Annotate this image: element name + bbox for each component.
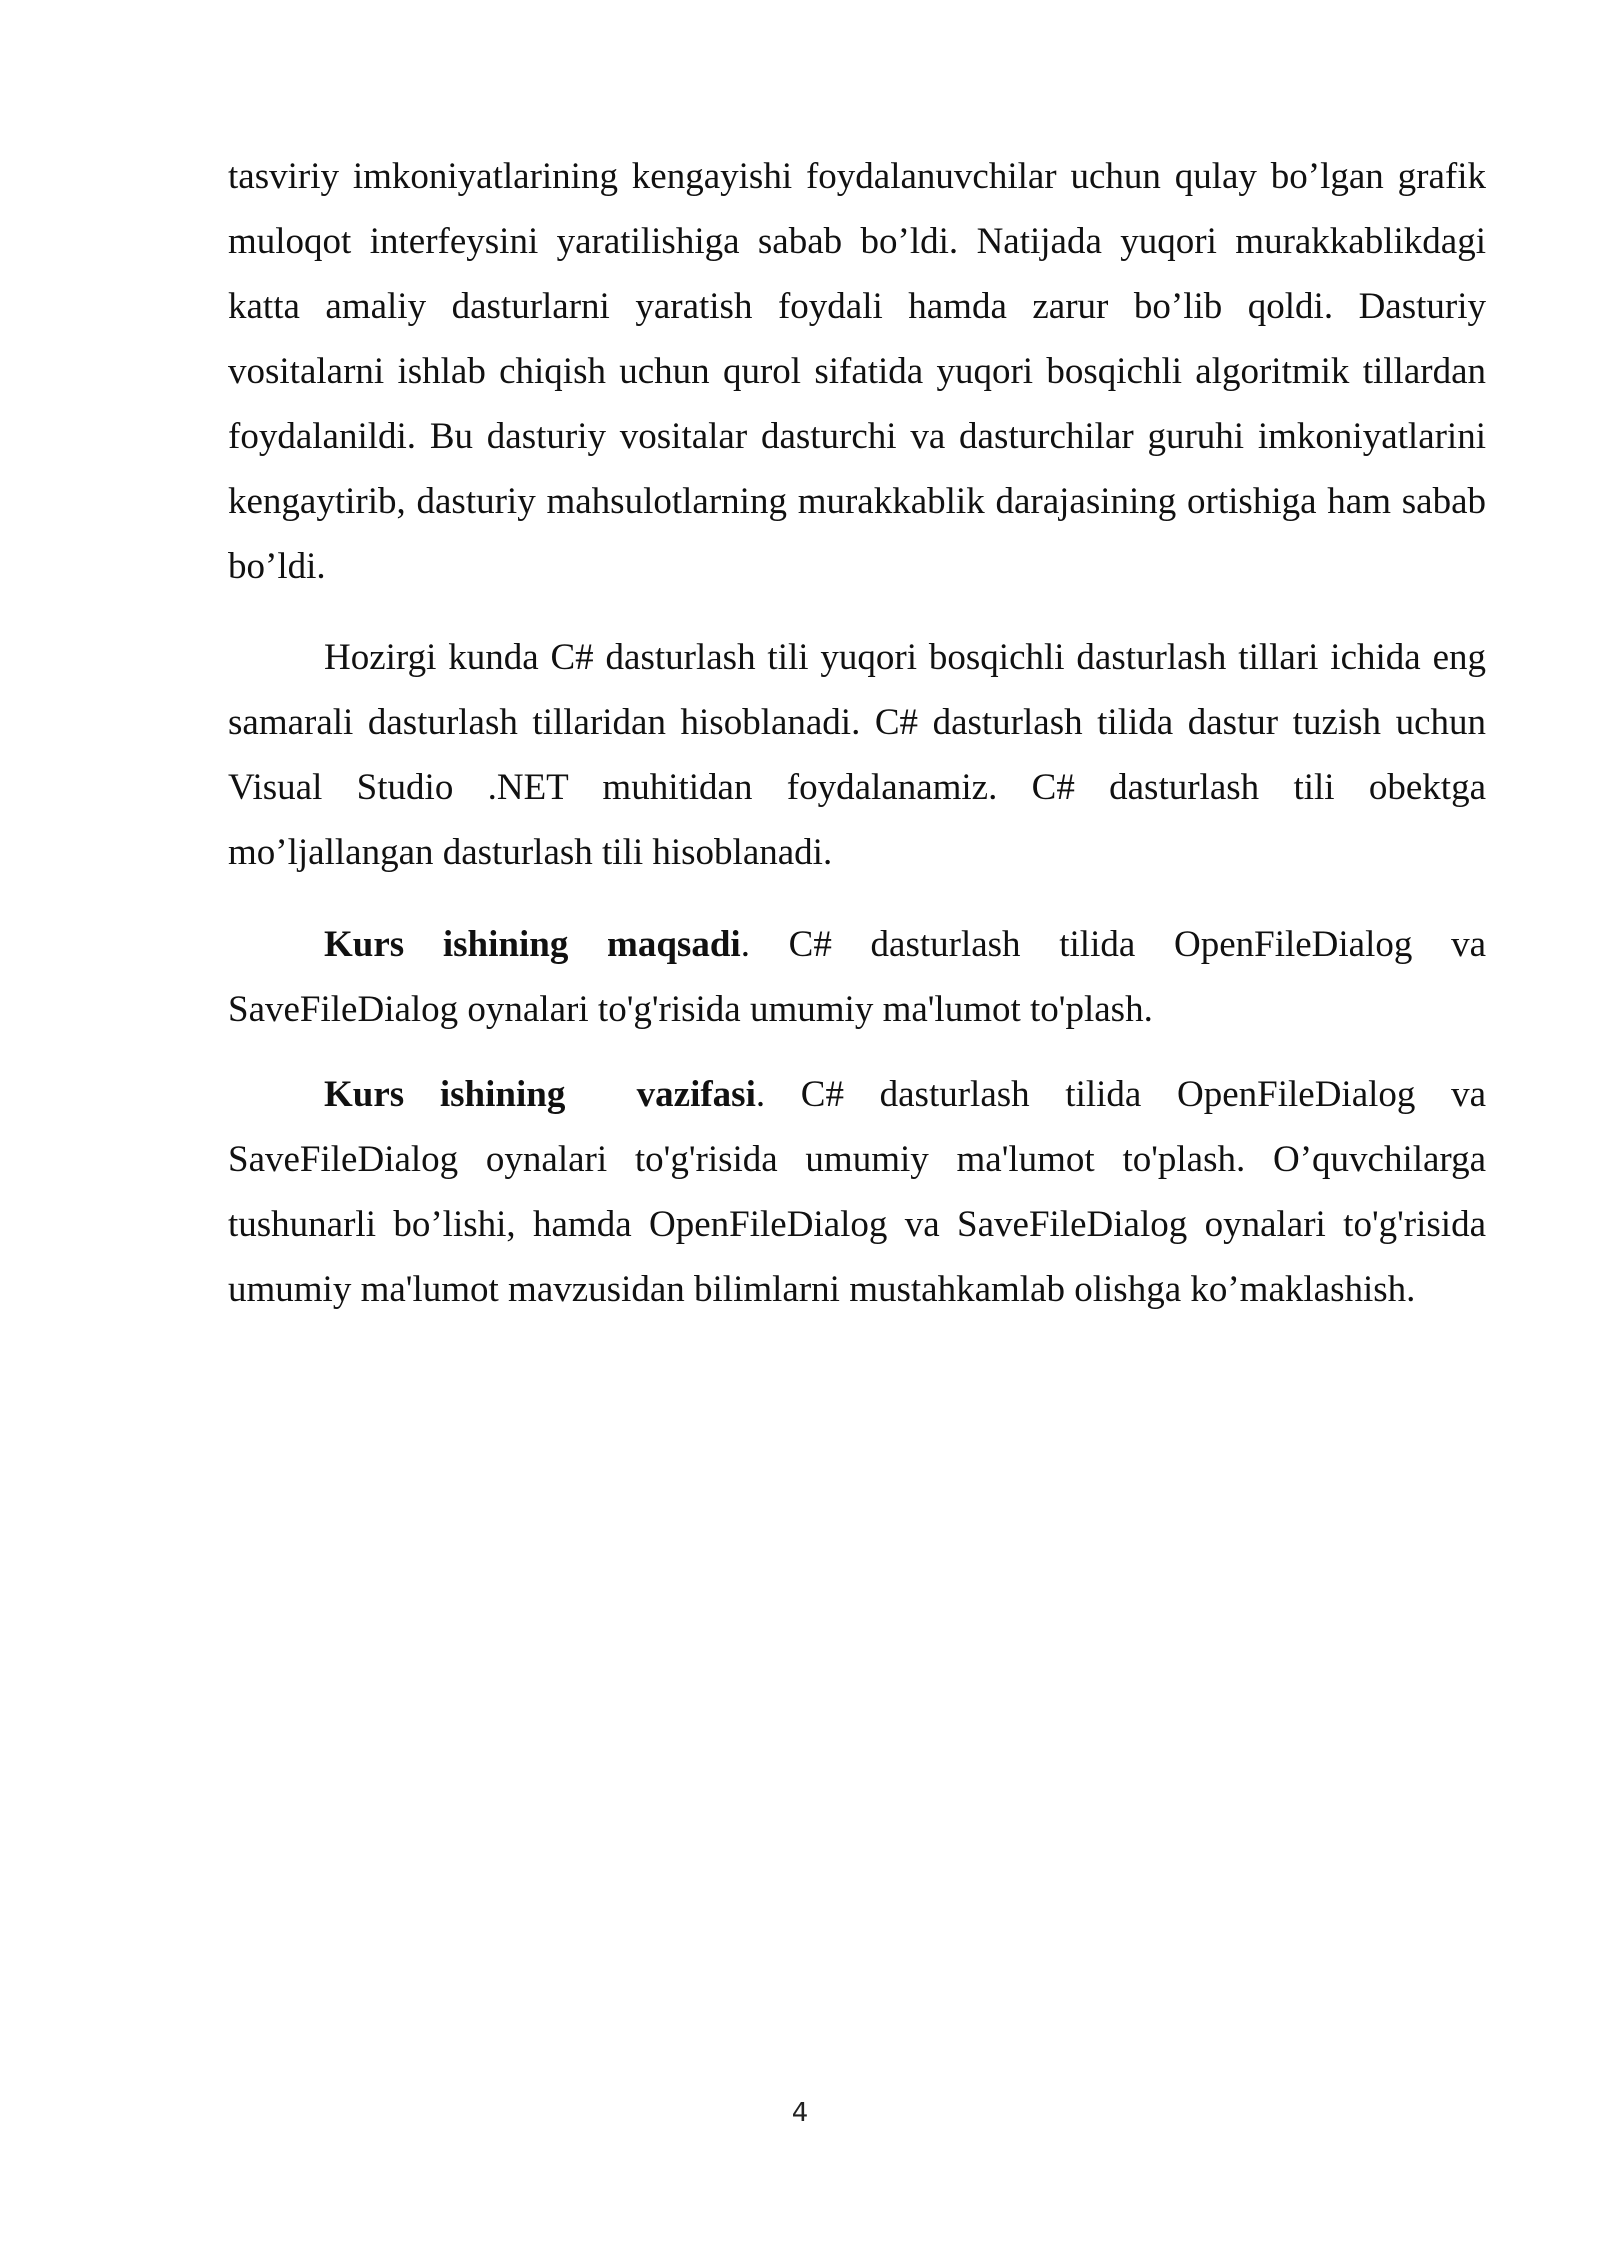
course-goal-label: Kurs ishining maqsadi [324, 924, 741, 965]
page-number: 4 [791, 2098, 809, 2128]
paragraph-text [228, 912, 1486, 1042]
course-tasks-text: . C# dasturlash tilida OpenFileDialog va SaveFileDialog oynalari to'g'risida umumiy ma'lumot to'plash. O’quvchilarga tushunarli bo’lishi, hamda OpenFileDialog va SaveFileDialog oynalari to'g'risida umumiy ma'lumot mavzusidan bilimlarni mustahkamlab olishga ko’maklashish. [228, 1074, 1486, 1310]
paragraph-intro-continuation [228, 144, 1486, 599]
paragraph-text: Hozirgi kunda C# dasturlash tili yuqori bosqichli dasturlash tillari ichida eng samarali dasturlash tillaridan hisoblanadi. C# dasturlash tilida dastur tuzish uchun Visual Studio .NET muhitidan foydalanamiz. C# dasturlash tili obektga mo’ljallangan dasturlash tili hisoblanadi. [228, 637, 1486, 873]
paragraph-course-tasks [228, 1062, 1486, 1322]
paragraph-text: tasviriy imkoniyatlarining kengayishi foydalanuvchilar uchun qulay bo’lgan grafik muloqot interfeysini yaratilishiga sabab bo’ldi. Natijada yuqori murakkablikdagi katta amaliy dasturlarni yaratish foydali hamda zarur bo’lib qoldi. Dasturiy vositalarni ishlab chiqish uchun qurol sifatida yuqori bosqichli algoritmik tillardan foydalanildi. Bu dasturiy vositalar dasturchi va dasturchilar guruhi imkoniyatlarini kengaytirib, dasturiy mahsulotlarning murakkablik darajasining ortishiga ham sabab bo’ldi. [228, 156, 1486, 587]
paragraph-course-goal [228, 912, 1486, 1042]
course-tasks-label: Kurs ishining vazifasi [324, 1074, 756, 1115]
course-goal-text: . C# dasturlash tilida OpenFileDialog va SaveFileDialog oynalari to'g'risida umumiy ma'lumot to'plash. [228, 924, 1486, 1030]
paragraph-csharp-overview [228, 625, 1486, 885]
paragraph-text [228, 1062, 1486, 1322]
